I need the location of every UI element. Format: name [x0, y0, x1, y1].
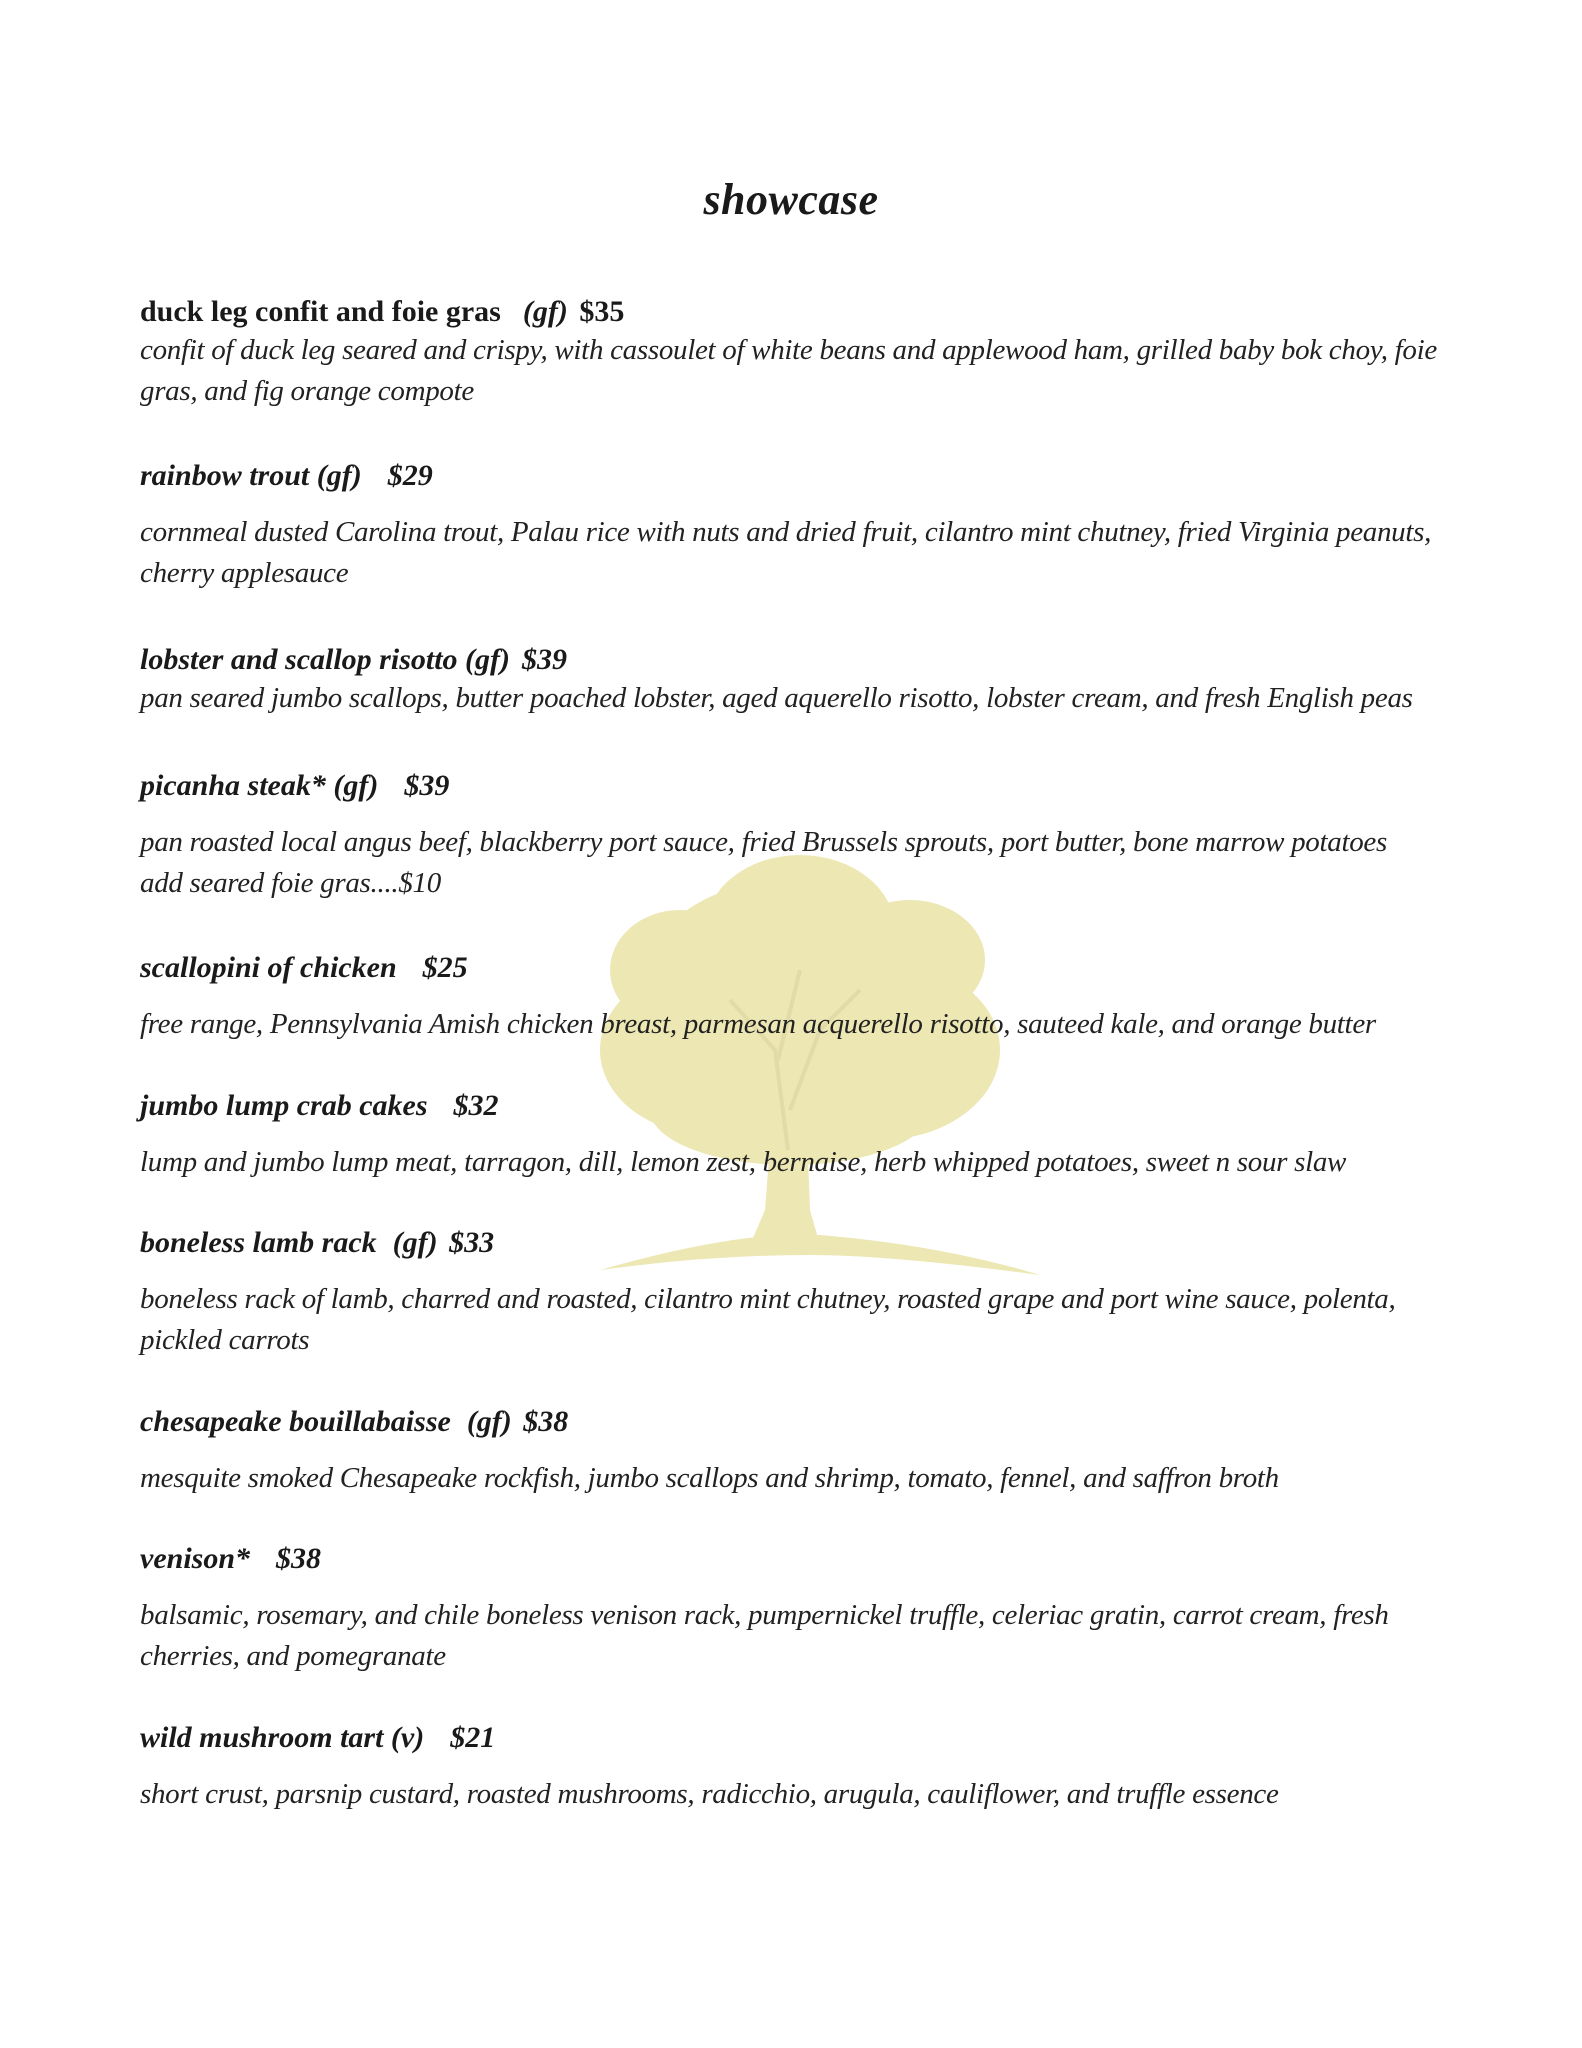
menu-item-price: $39: [404, 769, 450, 802]
menu-item-price: $38: [523, 1405, 569, 1438]
menu-item-header: [140, 294, 1460, 330]
menu-item-name: picanha steak* (gf): [140, 769, 379, 802]
menu-item-header: [140, 1088, 1460, 1124]
menu-item: [140, 1404, 1460, 1499]
menu-item-description: mesquite smoked Chesapeake rockfish, jumbo scallops and shrimp, tomato, fennel, and saffron broth: [140, 1462, 1279, 1494]
menu-item-name: lobster and scallop risotto (gf): [140, 643, 511, 676]
menu-item-description: boneless rack of lamb, charred and roasted, cilantro mint chutney, roasted grape and port wine sauce, polenta, pickled carrots: [140, 1283, 1396, 1356]
menu-item-header: [140, 1404, 1460, 1440]
menu-item-description: confit of duck leg seared and crispy, with cassoulet of white beans and applewood ham, grilled baby bok choy, foie gras, and fig orange compote: [140, 334, 1437, 407]
menu-item-header: [140, 768, 1460, 804]
menu-item-description: pan roasted local angus beef, blackberry port sauce, fried Brussels sprouts, port butter, bone marrow potatoes: [140, 826, 1387, 858]
menu-item: [140, 950, 1460, 1045]
menu-item-price: $32: [453, 1089, 499, 1122]
menu-item-name: duck leg confit and foie gras: [140, 295, 501, 328]
menu-item-price: $25: [422, 951, 468, 984]
menu-item-price: $29: [387, 459, 433, 492]
menu-item-tag: (gf): [466, 1405, 512, 1438]
menu-item-header: [140, 950, 1460, 986]
menu-item: [140, 642, 1460, 719]
section-title: showcase: [703, 175, 879, 224]
menu-item-description: free range, Pennsylvania Amish chicken breast, parmesan acquerello risotto, sauteed kale, and orange butter: [140, 1008, 1376, 1040]
menu-item-header: [140, 458, 1460, 494]
menu-item-tag: (gf): [522, 295, 568, 328]
menu-item-price: $33: [449, 1226, 495, 1259]
menu-item-price: $21: [450, 1721, 496, 1754]
menu-item-header: [140, 642, 1460, 678]
menu-item-price: $39: [522, 643, 568, 676]
menu-item-price: $35: [579, 295, 625, 328]
menu-item-name: scallopini of chicken: [140, 951, 397, 984]
menu-item-tag: (gf): [392, 1226, 438, 1259]
menu-item-name: boneless lamb rack: [140, 1226, 377, 1259]
menu-item-description: lump and jumbo lump meat, tarragon, dill, lemon zest, bernaise, herb whipped potatoes, sweet n sour slaw: [140, 1146, 1347, 1178]
menu-item: [140, 1541, 1460, 1677]
menu-item-name: venison*: [140, 1542, 251, 1575]
menu-item-description: balsamic, rosemary, and chile boneless venison rack, pumpernickel truffle, celeriac gratin, carrot cream, fresh cherries, and pomegranate: [140, 1599, 1389, 1672]
menu-item-header: [140, 1720, 1460, 1756]
menu-item-price: $38: [276, 1542, 322, 1575]
menu-item-description: short crust, parsnip custard, roasted mushrooms, radicchio, arugula, cauliflower, and truffle essence: [140, 1778, 1279, 1810]
menu-item-name: rainbow trout (gf): [140, 459, 362, 492]
menu-item: [140, 1720, 1460, 1815]
menu-item: [140, 1225, 1460, 1361]
menu-item-name: chesapeake bouillabaisse: [140, 1405, 451, 1438]
menu-item-description: cornmeal dusted Carolina trout, Palau rice with nuts and dried fruit, cilantro mint chutney, fried Virginia peanuts, cherry applesauce: [140, 516, 1432, 589]
menu-item: [140, 458, 1460, 594]
menu-item-name: wild mushroom tart (v): [140, 1721, 425, 1754]
menu-item-header: [140, 1541, 1460, 1577]
menu-item: [140, 294, 1460, 412]
menu-item-description: pan seared jumbo scallops, butter poached lobster, aged aquerello risotto, lobster cream, and fresh English peas: [140, 682, 1413, 714]
menu-item-name: jumbo lump crab cakes: [140, 1089, 428, 1122]
menu-item-header: [140, 1225, 1460, 1261]
menu-item: [140, 1088, 1460, 1183]
menu-item-addon: add seared foie gras....$10: [140, 867, 441, 899]
menu-item: [140, 768, 1460, 904]
